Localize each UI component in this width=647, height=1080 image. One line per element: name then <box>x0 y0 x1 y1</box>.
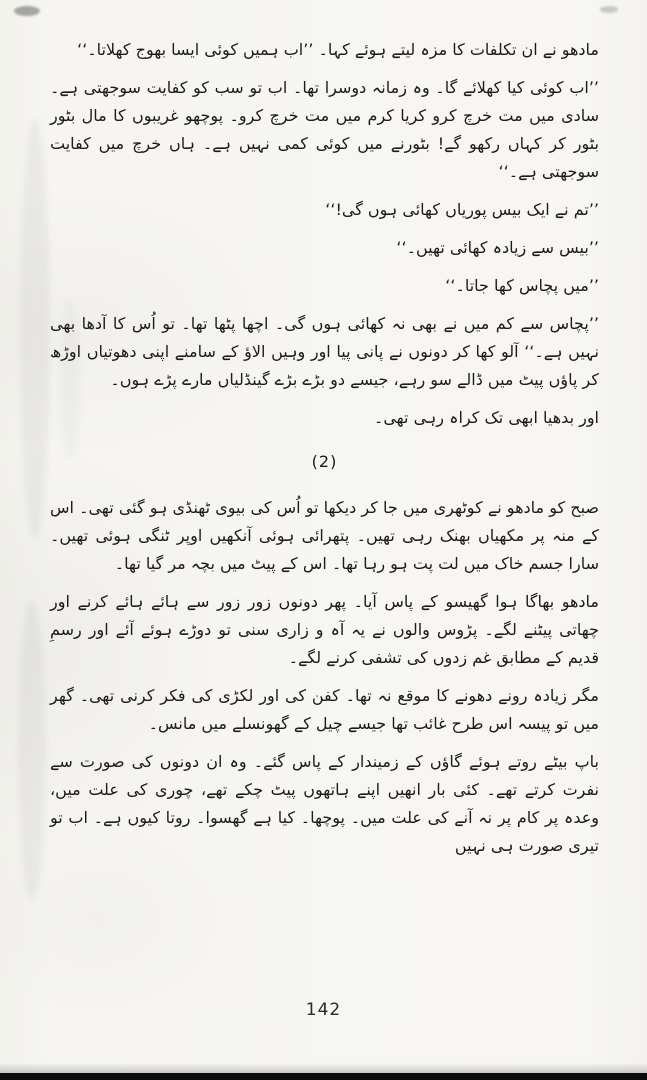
section-number: (2) <box>311 452 338 471</box>
paragraph-dialogue-short: ’’تم نے ایک بیس پوریاں کھائی ہوں گی!‘‘ <box>325 200 599 219</box>
page-showthrough <box>60 300 80 460</box>
paragraph-narration-short: اور بدھیا ابھی تک کراہ رہی تھی۔ <box>373 408 599 427</box>
paragraph-narration: صبح کو مادھو نے کوٹھری میں جا کر دیکھا تو اُس کی بیوی ٹھنڈی ہو گئی تھی۔ اس کے منہ پر مکھیاں بھنک رہی تھیں۔ پتھرائی ہوئی آنکھیں اوپر ٹنگی ہوئی تھیں۔ سارا جسم خاک میں لت پت ہو رہا تھا۔ اس کے پیٹ میں بچہ مر گیا تھا۔ <box>50 498 599 573</box>
paragraph-dialogue-short: ’’میں پچاس کھا جاتا۔‘‘ <box>445 276 599 295</box>
paragraph-narration: مگر زیادہ رونے دھونے کا موقع نہ تھا۔ کفن کی اور لکڑی کی فکر کرنی تھی۔ گھر میں تو پیسہ اس طرح غائب تھا جیسے چیل کے گھونسلے میں مانس۔ <box>50 686 599 733</box>
scan-edge <box>0 1073 647 1080</box>
paragraph-dialogue-short: ’’بیس سے زیادہ کھائی تھیں۔‘‘ <box>396 238 599 257</box>
scan-speck <box>600 6 618 13</box>
page-number: 142 <box>305 1000 342 1020</box>
paragraph-narration: مادھو بھاگا ہوا گھیسو کے پاس آیا۔ پھر دونوں زور زور سے ہائے ہائے کرنے اور چھاتی پیٹنے لگے۔ پڑوس والوں نے یہ آہ و زاری سنی تو دوڑے ہوئے آئے اور رسمِ قدیم کے مطابق غم زدوں کی تشفی کرنے لگے۔ <box>50 592 599 667</box>
scan-speck <box>14 6 40 16</box>
paragraph-dialogue-long: ’’اب کوئی کیا کھلائے گا۔ وہ زمانہ دوسرا تھا۔ اب تو سب کو کفایت سوجھتی ہے۔ سادی میں مت خرچ کرو کریا کرم میں مت خرچ کرو۔ پوچھو غریبوں کا مال بٹور بٹور کر کہاں رکھو گے! بٹورنے میں کوئی کمی نہیں ہے۔ ہاں خرچ میں کفایت سوجھتی ہے۔‘‘ <box>50 78 600 181</box>
paragraph-narration-opening: مادھو نے ان تکلفات کا مزہ لیتے ہوئے کہا۔ ’’اب ہمیں کوئی ایسا بھوج کھلاتا۔‘‘ <box>77 40 599 59</box>
page-showthrough <box>18 600 46 900</box>
page-showthrough <box>20 120 50 540</box>
paragraph-narration: باپ بیٹے روتے ہوئے گاؤں کے زمیندار کے پاس گئے۔ وہ ان دونوں کی صورت سے نفرت کرتے تھے۔ کئی بار انھیں اپنے ہاتھوں پیٹ چکے تھے، چوری کی علت میں، وعدہ پر کام پر نہ آنے کی علت میں۔ پوچھا۔ کیا ہے گھسوا۔ روتا کیوں ہے۔ اب تو تیری صورت ہی نہیں <box>50 752 599 855</box>
paragraph-dialogue-narration: ’’پچاس سے کم میں نے بھی نہ کھائی ہوں گی۔ اچھا پٹھا تھا۔ تو اُس کا آدھا بھی نہیں ہے۔‘‘ آلو کھا کر دونوں نے پانی پیا اور وہیں الاؤ کے سامنے اپنی دھوتیاں اوڑھ کر پاؤں پیٹ میں ڈالے سو رہے، جیسے دو بڑے بڑے گینڈلیاں مارے پڑے ہوں۔ <box>50 314 599 389</box>
scan-edge-shadow <box>0 1063 647 1073</box>
